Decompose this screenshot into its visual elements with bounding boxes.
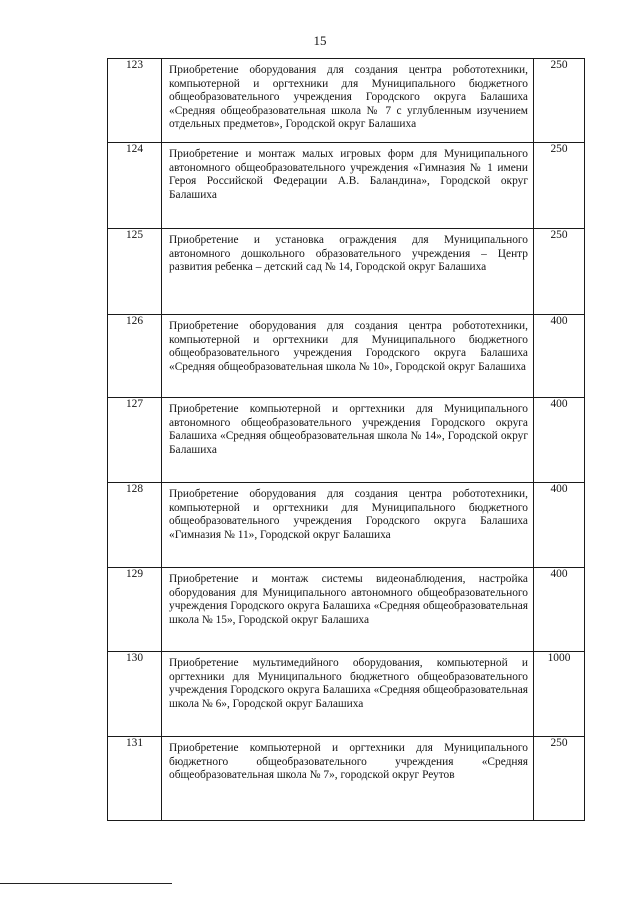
row-description: Приобретение компьютерной и оргтехники для Муниципального автономного общеобразовательного учреждения Городского округа Балашиха «Средняя общеобразовательная школа № 14», Городской округ Балашиха <box>162 398 534 483</box>
row-description: Приобретение компьютерной и оргтехники для Муниципального бюджетного общеобразовательного учреждения «Средняя общеобразовательная школа № 7», городской округ Реутов <box>162 737 534 821</box>
footer-divider <box>0 883 172 884</box>
row-number: 127 <box>108 398 162 483</box>
row-number: 125 <box>108 229 162 315</box>
row-amount: 1000 <box>534 652 585 737</box>
row-amount: 250 <box>534 143 585 229</box>
row-number: 124 <box>108 143 162 229</box>
page-number: 15 <box>313 33 327 48</box>
row-amount: 250 <box>534 737 585 821</box>
table-row <box>108 59 585 143</box>
table-row <box>108 229 585 315</box>
row-description: Приобретение и установка ограждения для Муниципального автономного дошкольного образовательного учреждения – Центр развития ребенка – детский сад № 14, Городской округ Балашиха <box>162 229 534 315</box>
row-amount: 250 <box>534 229 585 315</box>
row-number: 130 <box>108 652 162 737</box>
row-amount: 400 <box>534 483 585 568</box>
row-number: 129 <box>108 568 162 652</box>
table-row <box>108 315 585 398</box>
row-amount: 400 <box>534 568 585 652</box>
row-number: 123 <box>108 59 162 143</box>
row-description: Приобретение мультимедийного оборудования, компьютерной и оргтехники для Муниципального бюджетного общеобразовательного учреждения Городского округа Балашиха «Средняя общеобразовательная школа № 6», Городской округ Балашиха <box>162 652 534 737</box>
table-row <box>108 737 585 821</box>
row-description: Приобретение оборудования для создания центра робототехники, компьютерной и оргтехники для Муниципального бюджетного общеобразовательного учреждения Городского округа Балашиха «Средняя общеобразовательная школа № 7 с углубленным изучением отдельных предметов», Городской округ Балашиха <box>162 59 534 143</box>
row-number: 131 <box>108 737 162 821</box>
row-description: Приобретение и монтаж системы видеонаблюдения, настройка оборудования для Муниципального автономного общеобразовательного учреждения Городского округа Балашиха «Средняя общеобразовательная школа № 15», Городской округ Балашиха <box>162 568 534 652</box>
row-description: Приобретение оборудования для создания центра робототехники, компьютерной и оргтехники для Муниципального бюджетного общеобразовательного учреждения Городского округа Балашиха «Гимназия № 11», Городской округ Балашиха <box>162 483 534 568</box>
table-row <box>108 568 585 652</box>
table-row <box>108 143 585 229</box>
row-number: 126 <box>108 315 162 398</box>
row-amount: 250 <box>534 59 585 143</box>
row-description: Приобретение и монтаж малых игровых форм для Муниципального автономного общеобразовательного учреждения «Гимназия № 1 имени Героя Российской Федерации А.В. Баландина», Городской округ Балашиха <box>162 143 534 229</box>
table-row <box>108 652 585 737</box>
row-amount: 400 <box>534 398 585 483</box>
row-description: Приобретение оборудования для создания центра робототехники, компьютерной и оргтехники для Муниципального бюджетного общеобразовательного учреждения Городского округа Балашиха «Средняя общеобразовательная школа № 10», Городской округ Балашиха <box>162 315 534 398</box>
table-row <box>108 398 585 483</box>
row-amount: 400 <box>534 315 585 398</box>
funding-table <box>107 58 585 821</box>
table-row <box>108 483 585 568</box>
row-number: 128 <box>108 483 162 568</box>
